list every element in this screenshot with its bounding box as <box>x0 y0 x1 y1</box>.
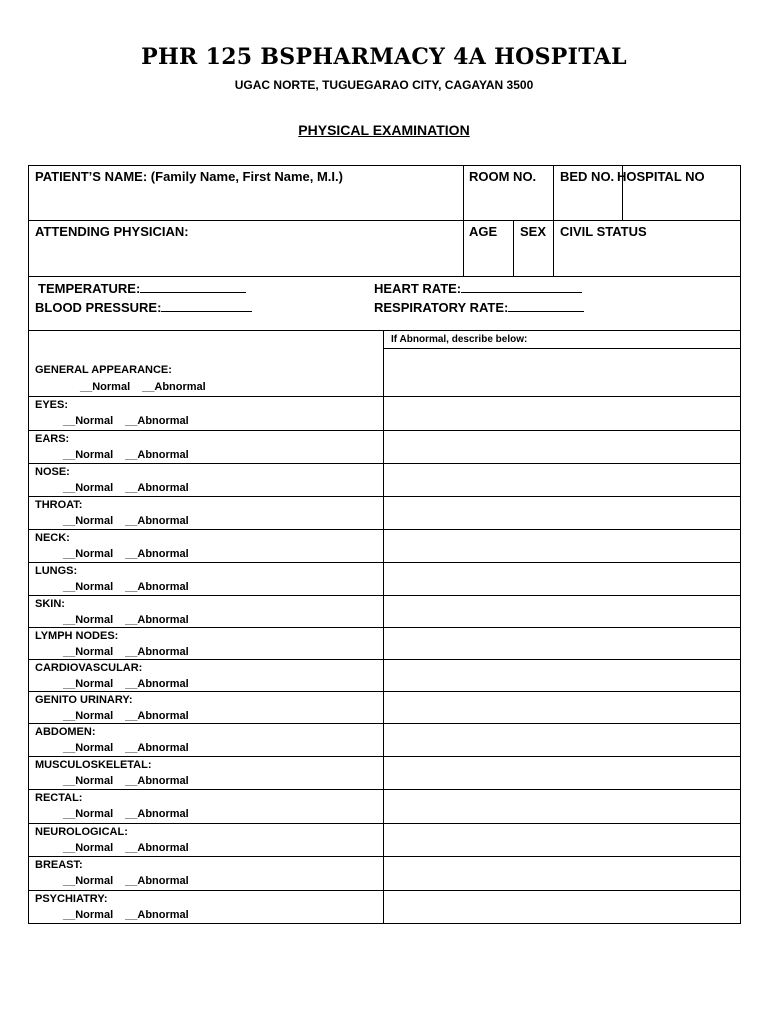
normal-option[interactable]: __Normal <box>63 515 114 527</box>
exam-system-label: NEUROLOGICAL: <box>35 826 128 838</box>
normal-option[interactable]: __Normal <box>63 808 114 820</box>
exam-system-label: LYMPH NODES: <box>35 630 119 642</box>
abnormal-option[interactable]: __Abnormal <box>125 808 189 820</box>
blood-pressure-blank[interactable] <box>161 299 252 312</box>
abnormal-option[interactable]: __Abnormal <box>125 548 189 560</box>
normal-option[interactable]: __Normal <box>63 646 114 658</box>
room-no-field[interactable]: ROOM NO. <box>469 169 537 184</box>
sex-field[interactable]: SEX <box>520 224 547 239</box>
blood-pressure-field[interactable] <box>35 299 252 315</box>
abnormal-description-cell[interactable] <box>384 891 740 924</box>
normal-option[interactable]: __Normal <box>63 581 114 593</box>
normal-abnormal-options <box>63 909 189 921</box>
abnormal-option[interactable]: __Abnormal <box>125 710 189 722</box>
normal-option[interactable]: __Normal <box>63 742 114 754</box>
respiratory-rate-blank[interactable] <box>508 299 584 312</box>
normal-option[interactable]: __Normal <box>63 710 114 722</box>
normal-option[interactable]: __Normal <box>80 381 131 393</box>
respiratory-rate-field[interactable] <box>374 299 584 315</box>
normal-option[interactable]: __Normal <box>63 842 114 854</box>
exam-system-label: SKIN: <box>35 598 65 610</box>
normal-option[interactable]: __Normal <box>63 775 114 787</box>
normal-abnormal-options <box>63 449 189 461</box>
abnormal-description-cell[interactable] <box>384 530 740 562</box>
normal-abnormal-options <box>63 548 189 560</box>
exam-system-label: EYES: <box>35 399 69 411</box>
abnormal-description-cell[interactable] <box>384 596 740 627</box>
normal-option[interactable]: __Normal <box>63 875 114 887</box>
abnormal-description-cell[interactable] <box>384 660 740 691</box>
abnormal-description-cell[interactable] <box>384 824 740 856</box>
exam-system-label: GENITO URINARY: <box>35 694 133 706</box>
abnormal-description-cell[interactable] <box>384 857 740 890</box>
abnormal-description-cell[interactable] <box>384 350 740 396</box>
abnormal-option[interactable]: __Abnormal <box>125 515 189 527</box>
attending-physician-field[interactable]: ATTENDING PHYSICIAN: <box>35 224 189 239</box>
age-field[interactable]: AGE <box>469 224 498 239</box>
normal-abnormal-options <box>63 482 189 494</box>
column-divider <box>463 165 464 276</box>
bed-no-field[interactable]: BED NO. <box>560 169 615 184</box>
abnormal-option[interactable]: __Abnormal <box>125 415 189 427</box>
abnormal-option[interactable]: __Abnormal <box>125 614 189 626</box>
normal-abnormal-options <box>63 646 189 658</box>
abnormal-option[interactable]: __Abnormal <box>125 449 189 461</box>
abnormal-description-cell[interactable] <box>384 397 740 430</box>
heart-rate-field[interactable] <box>374 280 582 296</box>
hospital-title: PHR 125 BSPHARMACY 4A HOSPITAL <box>141 44 627 70</box>
exam-system-label: GENERAL APPEARANCE: <box>35 364 172 376</box>
row-divider <box>28 330 741 331</box>
normal-abnormal-options <box>63 742 189 754</box>
abnormal-option[interactable]: __Abnormal <box>125 482 189 494</box>
abnormal-option[interactable]: __Abnormal <box>142 381 206 393</box>
abnormal-description-cell[interactable] <box>384 790 740 823</box>
blood-pressure-label: BLOOD PRESSURE: <box>35 300 162 315</box>
normal-abnormal-options <box>63 842 189 854</box>
abnormal-option[interactable]: __Abnormal <box>125 678 189 690</box>
abnormal-option[interactable]: __Abnormal <box>125 742 189 754</box>
abnormal-description-cell[interactable] <box>384 431 740 463</box>
normal-abnormal-options <box>63 775 189 787</box>
patient-name-field[interactable]: PATIENT’S NAME: (Family Name, First Name, M.I.) <box>35 169 343 184</box>
heart-rate-label: HEART RATE: <box>374 281 462 296</box>
exam-system-label: ABDOMEN: <box>35 726 96 738</box>
normal-option[interactable]: __Normal <box>63 614 114 626</box>
exam-system-label: PSYCHIATRY: <box>35 893 108 905</box>
abnormal-description-cell[interactable] <box>384 692 740 723</box>
normal-abnormal-options <box>63 415 189 427</box>
heart-rate-blank[interactable] <box>461 280 582 293</box>
exam-system-label: EARS: <box>35 433 70 445</box>
abnormal-option[interactable]: __Abnormal <box>125 875 189 887</box>
normal-abnormal-options <box>63 614 189 626</box>
abnormal-option[interactable]: __Abnormal <box>125 646 189 658</box>
normal-abnormal-options <box>80 381 206 393</box>
normal-abnormal-options <box>63 875 189 887</box>
hospital-address: UGAC NORTE, TUGUEGARAO CITY, CAGAYAN 3500 <box>234 78 534 92</box>
exam-system-label: NECK: <box>35 532 70 544</box>
temperature-label: TEMPERATURE: <box>38 281 141 296</box>
abnormal-description-cell[interactable] <box>384 497 740 529</box>
abnormal-option[interactable]: __Abnormal <box>125 775 189 787</box>
abnormal-description-header: If Abnormal, describe below: <box>391 334 528 345</box>
normal-option[interactable]: __Normal <box>63 909 114 921</box>
abnormal-description-cell[interactable] <box>384 464 740 496</box>
normal-abnormal-options <box>63 515 189 527</box>
normal-abnormal-options <box>63 678 189 690</box>
exam-system-label: MUSCULOSKELETAL: <box>35 759 152 771</box>
abnormal-description-cell[interactable] <box>384 628 740 659</box>
row-divider <box>28 276 741 277</box>
column-divider <box>553 165 554 276</box>
exam-system-label: LUNGS: <box>35 565 78 577</box>
abnormal-description-cell[interactable] <box>384 563 740 595</box>
temperature-field[interactable] <box>38 280 246 296</box>
exam-system-label: BREAST: <box>35 859 83 871</box>
normal-abnormal-options <box>63 581 189 593</box>
exam-system-label: CARDIOVASCULAR: <box>35 662 143 674</box>
abnormal-header-underline <box>383 348 741 349</box>
exam-system-label: THROAT: <box>35 499 83 511</box>
normal-option[interactable]: __Normal <box>63 482 114 494</box>
exam-system-label: NOSE: <box>35 466 70 478</box>
exam-system-label: RECTAL: <box>35 792 83 804</box>
abnormal-option[interactable]: __Abnormal <box>125 842 189 854</box>
abnormal-option[interactable]: __Abnormal <box>125 909 189 921</box>
respiratory-rate-label: RESPIRATORY RATE: <box>374 300 509 315</box>
row-divider <box>28 220 741 221</box>
civil-status-field[interactable]: CIVIL STATUS <box>560 224 647 239</box>
abnormal-option[interactable]: __Abnormal <box>125 581 189 593</box>
temperature-blank[interactable] <box>140 280 246 293</box>
form-title: PHYSICAL EXAMINATION <box>298 122 470 138</box>
normal-option[interactable]: __Normal <box>63 548 114 560</box>
normal-option[interactable]: __Normal <box>63 678 114 690</box>
normal-option[interactable]: __Normal <box>63 415 114 427</box>
abnormal-description-cell[interactable] <box>384 757 740 789</box>
normal-abnormal-options <box>63 808 189 820</box>
normal-option[interactable]: __Normal <box>63 449 114 461</box>
hospital-no-field[interactable]: HOSPITAL NO <box>617 169 705 184</box>
column-divider <box>513 220 514 276</box>
abnormal-description-cell[interactable] <box>384 724 740 756</box>
normal-abnormal-options <box>63 710 189 722</box>
